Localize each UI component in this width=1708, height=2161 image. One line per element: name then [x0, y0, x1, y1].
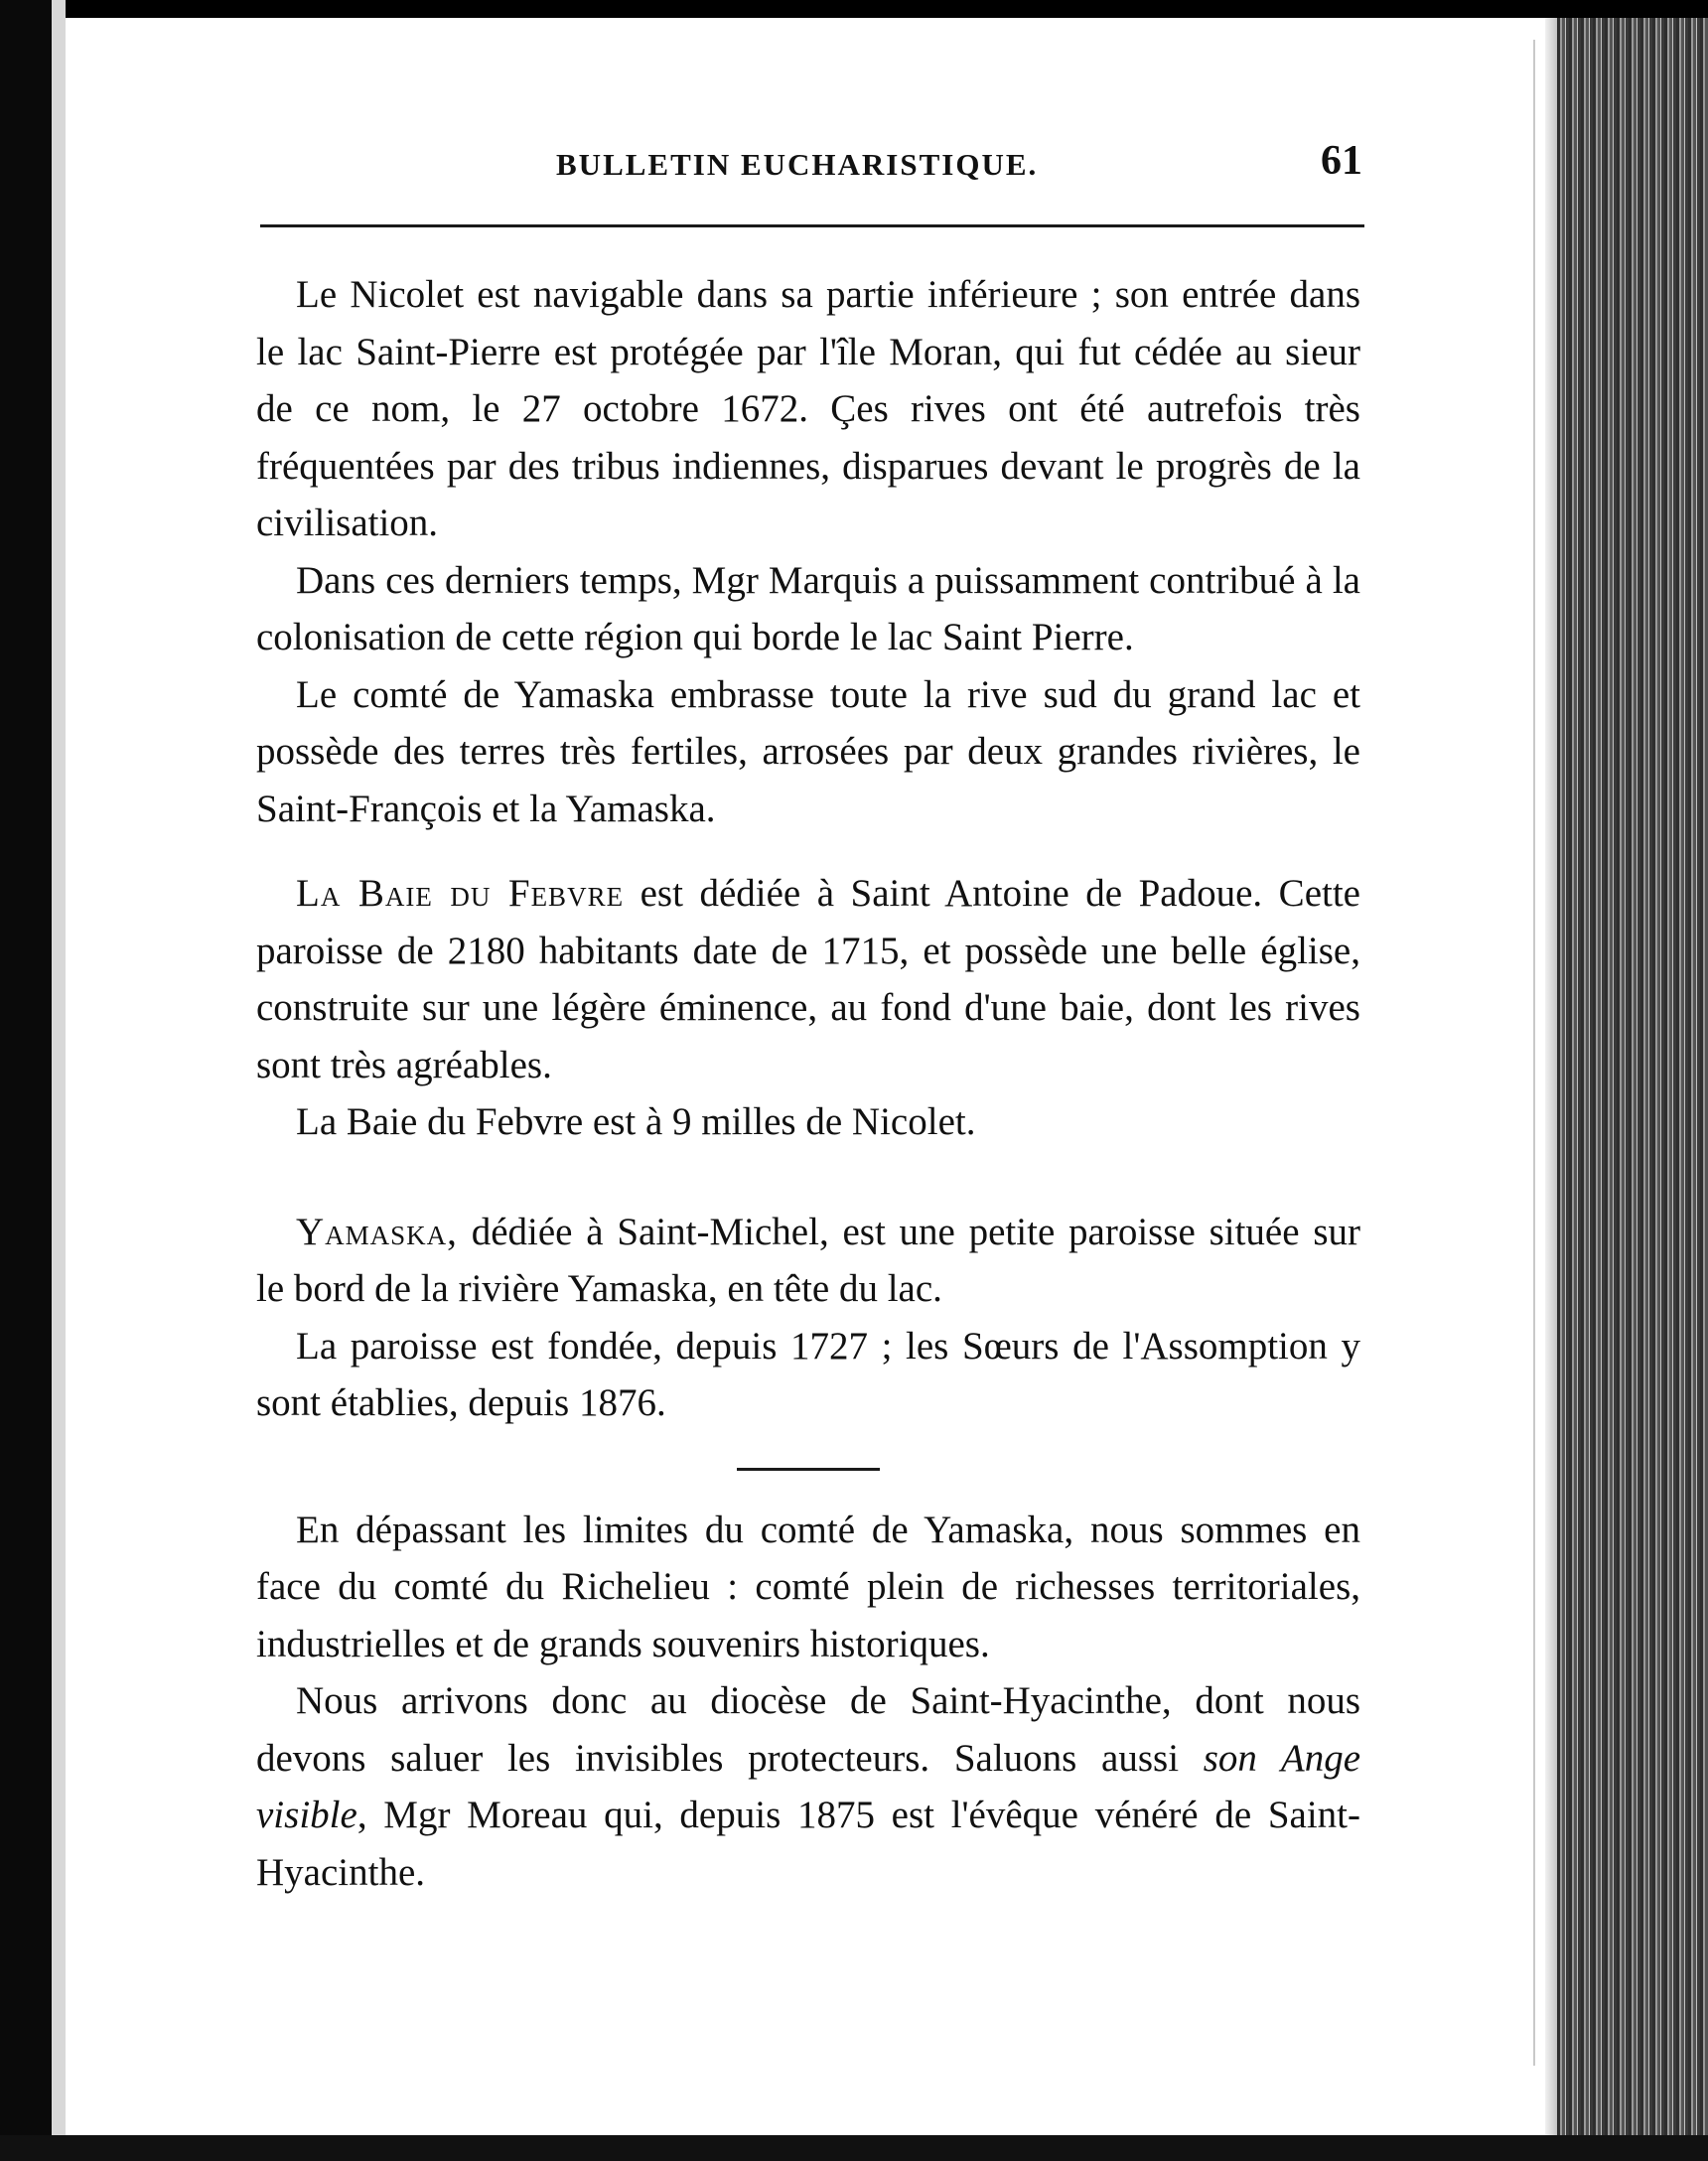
place-name-yamaska: Yamaska, — [296, 1210, 458, 1253]
section-separator-rule — [737, 1468, 880, 1471]
paragraph-baie-distance: La Baie du Febvre est à 9 milles de Nicolet. — [296, 1100, 976, 1143]
ange-visible-italic: son Ange visible — [256, 1736, 1361, 1836]
paragraph-richelieu: En dépassant les limites du comté de Yamaska, nous sommes en face du comté du Richelieu : comté plein de richesses territoriales, industrielles et de grands souvenirs historiques. — [256, 1508, 1360, 1665]
paragraph-comte-yamaska: Le comté de Yamaska embrasse toute la rive sud du grand lac et possède des terres très fertiles, arrosées par deux grandes rivières, le Saint-François et la Yamaska. — [256, 672, 1360, 830]
paragraph-baie-du-febvre — [256, 865, 1360, 1093]
body-text — [256, 266, 1360, 1901]
header-rule — [260, 224, 1364, 227]
paragraph-yamaska — [256, 1204, 1360, 1318]
paragraph-yamaska-text: dédiée à Saint-Michel, est une petite paroisse située sur le bord de la rivière Yamaska, en tête du lac. — [256, 1210, 1360, 1310]
running-head-title: BULLETIN EUCHARISTIQUE. — [556, 147, 1039, 182]
page-number: 61 — [1321, 138, 1362, 184]
paragraph-baie-du-febvre-text: est dédiée à Saint Antoine de Padoue. Cette paroisse de 2180 habitants date de 1715, et possède une belle église, construite sur une légère éminence, au fond d'une baie, dont les rives sont très agréables. — [256, 872, 1360, 1086]
paragraph-saint-hyacinthe-start: Nous arrivons donc au diocèse de Saint-Hyacinthe, dont nous devons saluer les invisibles protecteurs. Saluons aussi — [256, 1679, 1360, 1780]
paragraph-mgr-marquis: Dans ces derniers temps, Mgr Marquis a puissamment contribué à la colonisation de cette région qui borde le lac Saint Pierre. — [256, 558, 1360, 658]
paragraph-saint-hyacinthe — [256, 1672, 1360, 1901]
paragraph-saint-hyacinthe-end: , Mgr Moreau qui, depuis 1875 est l'évêque vénéré de Saint-Hyacinthe. — [256, 1794, 1360, 1894]
place-name-baie-du-febvre: La Baie du Febvre — [296, 872, 625, 915]
paragraph-nicolet: Le Nicolet est navigable dans sa partie inférieure ; son entrée dans le lac Saint-Pierre est protégée par l'île Moran, qui fut cédée au sieur de ce nom, le 27 octobre 1672. Çes rives ont été autrefois très fréquentées par des tribus indiennes, disparues devant le progrès de la civilisation. — [256, 273, 1360, 544]
paragraph-paroisse-fondee: La paroisse est fondée, depuis 1727 ; les Sœurs de l'Assomption y sont établies, depuis 1876. — [256, 1324, 1360, 1424]
